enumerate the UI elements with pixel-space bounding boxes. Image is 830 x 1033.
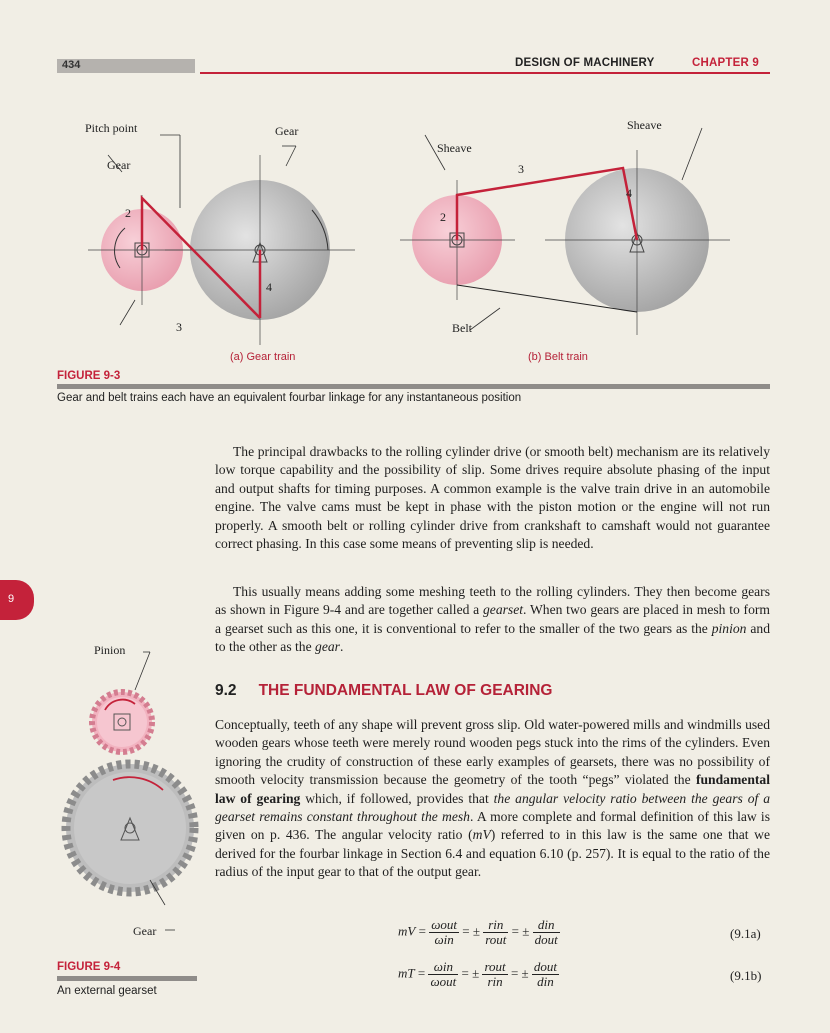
label-belt: Belt — [452, 321, 472, 335]
label-pinion: Pinion — [94, 643, 126, 657]
paragraph-drawbacks — [215, 443, 770, 553]
equation-9-1a: mV = $\frac{\text{ωout}}{\text{ωin}}$ = ± $\frac{\text{rin}}{\text{rout}}$ = ± $\frac{\text{din}}{\text{dout}}$ — [398, 917, 558, 947]
para3-d: ) referred to in this law is the same one that we derived for the fourbar linkage in Section 6.4 and equation 6.10 (p. 257). It is equal to the ratio of the radius of the input gear to that of the output gear. — [215, 827, 770, 880]
link-label-3a: 3 — [176, 320, 182, 334]
figure-9-3-caption: Gear and belt trains each have an equivalent fourbar linkage for any instantaneous position — [57, 392, 522, 404]
figure-9-4-caption: An external gearset — [57, 985, 157, 997]
para3-c: . A more complete and formal definition of this law is given on p. 436. The angular velocity ratio ( — [215, 809, 770, 843]
para2-d: . — [339, 639, 344, 655]
paragraph-fundamental-law — [215, 716, 770, 882]
pinion-gear — [92, 692, 152, 752]
equation-number-9-1a: (9.1a) — [730, 926, 761, 941]
figure-rule — [57, 976, 197, 981]
belt-train-diagram — [400, 128, 730, 335]
chapter-thumb-tab — [0, 580, 34, 620]
link-label-4b: 4 — [626, 186, 632, 200]
figure-9-4-number: FIGURE 9-4 — [57, 961, 121, 973]
term-fundamental-law: fundamental law of gearing — [215, 772, 770, 806]
figure-9-4-drawing — [55, 640, 200, 950]
label-gear-top: Gear — [275, 124, 299, 138]
paragraph-gearset — [215, 583, 770, 657]
section-heading — [215, 682, 552, 700]
large-gear — [66, 764, 194, 892]
para1-text: The principal drawbacks to the rolling cylinder drive (or smooth belt) mechanism are its relatively low torque capability and the possibility of slip. Some drives require absolute phasing of the input and output shafts for timing purposes. A common example is the valve train drive in an automobile engine. The valve cams must be kept in phase with the piston motion or the engine will not run properly. A smooth belt or rolling cylinder drive from crankshaft to camshaft would not guarantee correct phasing. In this case some means of preventing slip is needed. — [215, 444, 770, 552]
para3-a: Conceptually, teeth of any shape will prevent gross slip. Old water-powered mills and windmills used wooden gears whose teeth were merely round wooden pegs stuck into the rims of the cylinders. Even ignoring the crudity of construction of these early examples of gearsets, there was no possibility of smooth velocity transmission because the geometry of the tooth “pegs” violated the — [215, 717, 770, 788]
label-pitch-point: Pitch point — [85, 121, 138, 135]
law-statement: the angular velocity ratio between the gears of a gearset remains constant throughout the mesh — [215, 790, 770, 825]
term-pinion: pinion — [711, 620, 747, 636]
subcaption-belt-train: (b) Belt train — [528, 351, 588, 363]
equation-number-9-1b: (9.1b) — [730, 968, 762, 983]
term-gearset: gearset — [482, 602, 524, 618]
page-number: 434 — [62, 59, 81, 71]
para2-c: and to the other as the — [215, 620, 770, 655]
para2-b: . When two gears are placed in mesh to form a gearset such as this one, it is conventional to refer to the smaller of the two gears as the — [215, 602, 770, 636]
equation-9-1b: mT = $\frac{\text{ωin}}{\text{ωout}}$ = ± $\frac{\text{rout}}{\text{rin}}$ = ± $\frac{\text{dout}}{\text{din}}$ — [398, 959, 558, 989]
figure-rule — [57, 384, 770, 389]
section-title: THE FUNDAMENTAL LAW OF GEARING — [258, 682, 553, 699]
figure-9-3-drawing — [60, 100, 770, 365]
symbol-mv: mV — [472, 827, 491, 843]
para2-a: This usually means adding some meshing teeth to the rolling cylinders. They then become gears as shown in Figure 9-4 and are together called a — [215, 584, 770, 618]
link-label-4a: 4 — [266, 280, 272, 294]
link-label-2a: 2 — [125, 206, 131, 220]
label-gear-fig4: Gear — [133, 924, 157, 938]
section-number: 9.2 — [215, 682, 237, 699]
link-label-3b: 3 — [518, 162, 524, 176]
figure-9-3-number: FIGURE 9-3 — [57, 370, 121, 382]
header-rule — [200, 72, 770, 74]
para3-b: which, if followed, provides that — [300, 790, 494, 806]
term-gear: gear — [315, 639, 340, 655]
label-gear-left: Gear — [107, 158, 131, 172]
link-label-2b: 2 — [440, 210, 446, 224]
label-sheave-left: Sheave — [437, 141, 472, 155]
running-header-title: DESIGN OF MACHINERY — [515, 57, 655, 69]
subcaption-gear-train: (a) Gear train — [230, 351, 296, 363]
thumb-tab-number: 9 — [8, 593, 15, 605]
label-sheave-right: Sheave — [627, 118, 662, 132]
running-header-chapter: CHAPTER 9 — [692, 57, 759, 69]
